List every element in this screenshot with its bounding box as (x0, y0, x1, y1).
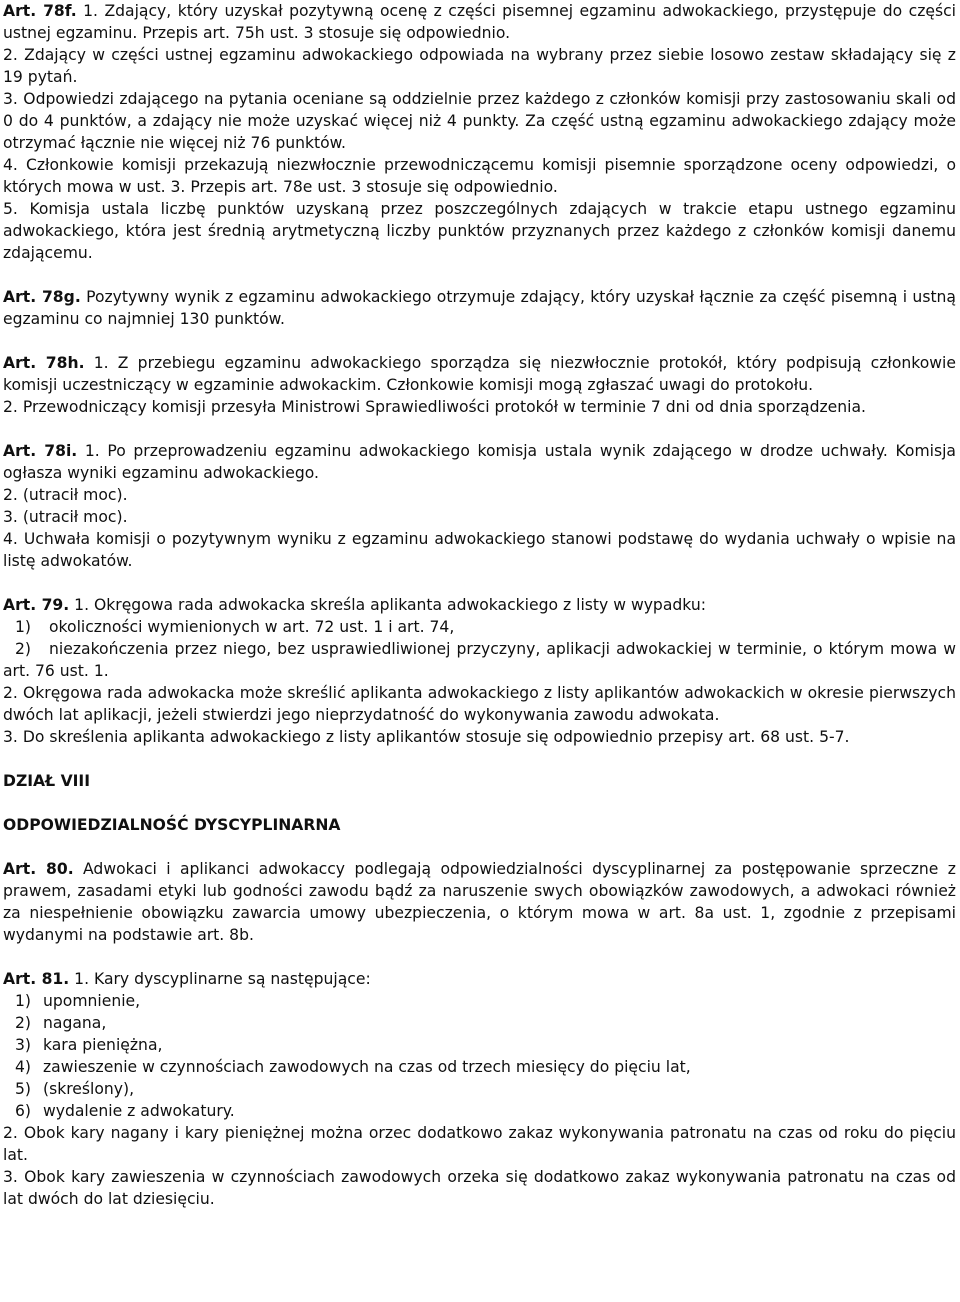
article-heading: Art. 80. (3, 860, 74, 878)
art81-para-2: 2. Obok kary nagany i kary pieniężnej można orzec dodatkowo zakaz wykonywania patronatu na czas od roku do pięciu lat. (3, 1124, 956, 1164)
art78f-para-4: 4. Członkowie komisji przekazują niezwłocznie przewodniczącemu komisji pisemnie sporządzone oceny odpowiedzi, o których mowa w ust. 3. Przepis art. 78e ust. 3 stosuje się odpowiednio. (3, 156, 956, 196)
art81-para-3: 3. Obok kary zawieszenia w czynnościach zawodowych orzeka się dodatkowo zakaz wykonywania patronatu na czas od lat dwóch do lat dziesięciu. (3, 1168, 956, 1208)
list-item (3, 1034, 956, 1056)
list-text: wydalenie z adwokatury. (43, 1102, 235, 1120)
art78h-para-2: 2. Przewodniczący komisji przesyła Ministrowi Sprawiedliwości protokół w terminie 7 dni od dnia sporządzenia. (3, 398, 866, 416)
list-item (3, 1012, 956, 1034)
list-number: 6) (15, 1102, 32, 1120)
list-number: 1) (15, 992, 32, 1010)
list-item (3, 990, 956, 1012)
article-heading: Art. 81. (3, 970, 70, 988)
spacer (3, 748, 956, 770)
paragraph-text: Adwokaci i aplikanci adwokaccy podlegają odpowiedzialności dyscyplinarnej za postępowanie sprzeczne z prawem, zasadami etyki lub godności zawodu bądź za naruszenie swych obowiązków zawodowych, a adwokaci również za niespełnienie obowiązku zawarcia umowy ubezpieczenia, o którym mowa w art. 8a ust. 1, zgodnie z przepisami wydanymi na podstawie art. 8b. (3, 860, 956, 944)
article-heading: Art. 78g. (3, 288, 81, 306)
spacer (3, 572, 956, 594)
art79-para-2: 2. Okręgowa rada adwokacka może skreślić aplikanta adwokackiego z listy aplikantów adwokackich w okresie pierwszych dwóch lat aplikacji, jeżeli stwierdzi jego nieprzydatność do wykonywania zawodu adwokata. (3, 684, 956, 724)
art78f-para-2: 2. Zdający w części ustnej egzaminu adwokackiego odpowiada na wybrany przez siebie losowo zestaw składający się z 19 pytań. (3, 46, 956, 86)
paragraph-text: 1. Z przebiegu egzaminu adwokackiego sporządza się niezwłocznie protokół, który podpisują członkowie komisji uczestniczący w egzaminie adwokackim. Członkowie komisji mogą zgłaszać uwagi do protokołu. (3, 354, 956, 394)
art78h-para-1 (3, 352, 956, 396)
article-heading: Art. 78h. (3, 354, 85, 372)
art79-para-3: 3. Do skreślenia aplikanta adwokackiego z listy aplikantów stosuje się odpowiednio przepisy art. 68 ust. 5-7. (3, 728, 850, 746)
list-number: 2) (15, 640, 32, 658)
spacer (3, 836, 956, 858)
paragraph-text: 1. Kary dyscyplinarne są następujące: (69, 970, 371, 988)
list-number: 5) (15, 1080, 32, 1098)
list-item (3, 638, 956, 682)
list-text: zawieszenie w czynnościach zawodowych na czas od trzech miesięcy do pięciu lat, (43, 1058, 691, 1076)
division-title: DZIAŁ VIII (3, 772, 91, 790)
spacer (3, 330, 956, 352)
list-text: nagana, (43, 1014, 107, 1032)
paragraph-text: 1. Okręgowa rada adwokacka skreśla aplikanta adwokackiego z listy w wypadku: (69, 596, 706, 614)
list-item (3, 616, 956, 638)
list-item (3, 1056, 956, 1078)
art81-para-1 (3, 968, 956, 990)
paragraph-text: Pozytywny wynik z egzaminu adwokackiego otrzymuje zdający, który uzyskał łącznie za część pisemną i ustną egzaminu co najmniej 130 punktów. (3, 288, 956, 328)
art78f-para-3: 3. Odpowiedzi zdającego na pytania oceniane są oddzielnie przez każdego z członków komisji przy zastosowaniu skali od 0 do 4 punktów, a zdający nie może uzyskać więcej niż 4 punkty. Za część ustną egzaminu adwokackiego zdający może otrzymać łącznie nie więcej niż 76 punktów. (3, 90, 956, 152)
list-number: 3) (15, 1036, 32, 1054)
art79-para-1 (3, 594, 956, 616)
art78f-para-5: 5. Komisja ustala liczbę punktów uzyskaną przez poszczególnych zdających w trakcie etapu ustnego egzaminu adwokackiego, która jest średnią arytmetyczną liczby punktów przyznanych przez każdego z członków komisji danemu zdającemu. (3, 200, 956, 262)
art80-para-1 (3, 858, 956, 946)
article-heading: Art. 78f. (3, 2, 77, 20)
article-heading: Art. 79. (3, 596, 70, 614)
spacer (3, 418, 956, 440)
list-text: (skreślony), (43, 1080, 135, 1098)
list-text: upomnienie, (43, 992, 141, 1010)
list-number: 2) (15, 1014, 32, 1032)
art78i-para-4: 4. Uchwała komisji o pozytywnym wyniku z egzaminu adwokackiego stanowi podstawę do wydania uchwały o wpisie na listę adwokatów. (3, 530, 956, 570)
division-subtitle: ODPOWIEDZIALNOŚĆ DYSCYPLINARNA (3, 816, 341, 834)
list-text: niezakończenia przez niego, bez usprawiedliwionej przyczyny, aplikacji adwokackiej w terminie, o którym mowa w art. 76 ust. 1. (3, 640, 956, 680)
list-number: 1) (15, 618, 32, 636)
spacer (3, 946, 956, 968)
art78i-para-2: 2. (utracił moc). (3, 486, 128, 504)
art78i-para-1 (3, 440, 956, 484)
spacer (3, 264, 956, 286)
spacer (3, 792, 956, 814)
list-item (3, 1100, 956, 1122)
art78i-para-3: 3. (utracił moc). (3, 508, 128, 526)
list-item (3, 1078, 956, 1100)
list-text: okoliczności wymienionych w art. 72 ust. 1 i art. 74, (49, 618, 455, 636)
art78f-para-1 (3, 0, 956, 44)
paragraph-text: 1. Zdający, który uzyskał pozytywną ocenę z części pisemnej egzaminu adwokackiego, przystępuje do części ustnej egzaminu. Przepis art. 75h ust. 3 stosuje się odpowiednio. (3, 2, 956, 42)
list-number: 4) (15, 1058, 32, 1076)
art78g-para-1 (3, 286, 956, 330)
paragraph-text: 1. Po przeprowadzeniu egzaminu adwokackiego komisja ustala wynik zdającego w drodze uchwały. Komisja ogłasza wyniki egzaminu adwokackiego. (3, 442, 956, 482)
article-heading: Art. 78i. (3, 442, 78, 460)
list-text: kara pieniężna, (43, 1036, 163, 1054)
